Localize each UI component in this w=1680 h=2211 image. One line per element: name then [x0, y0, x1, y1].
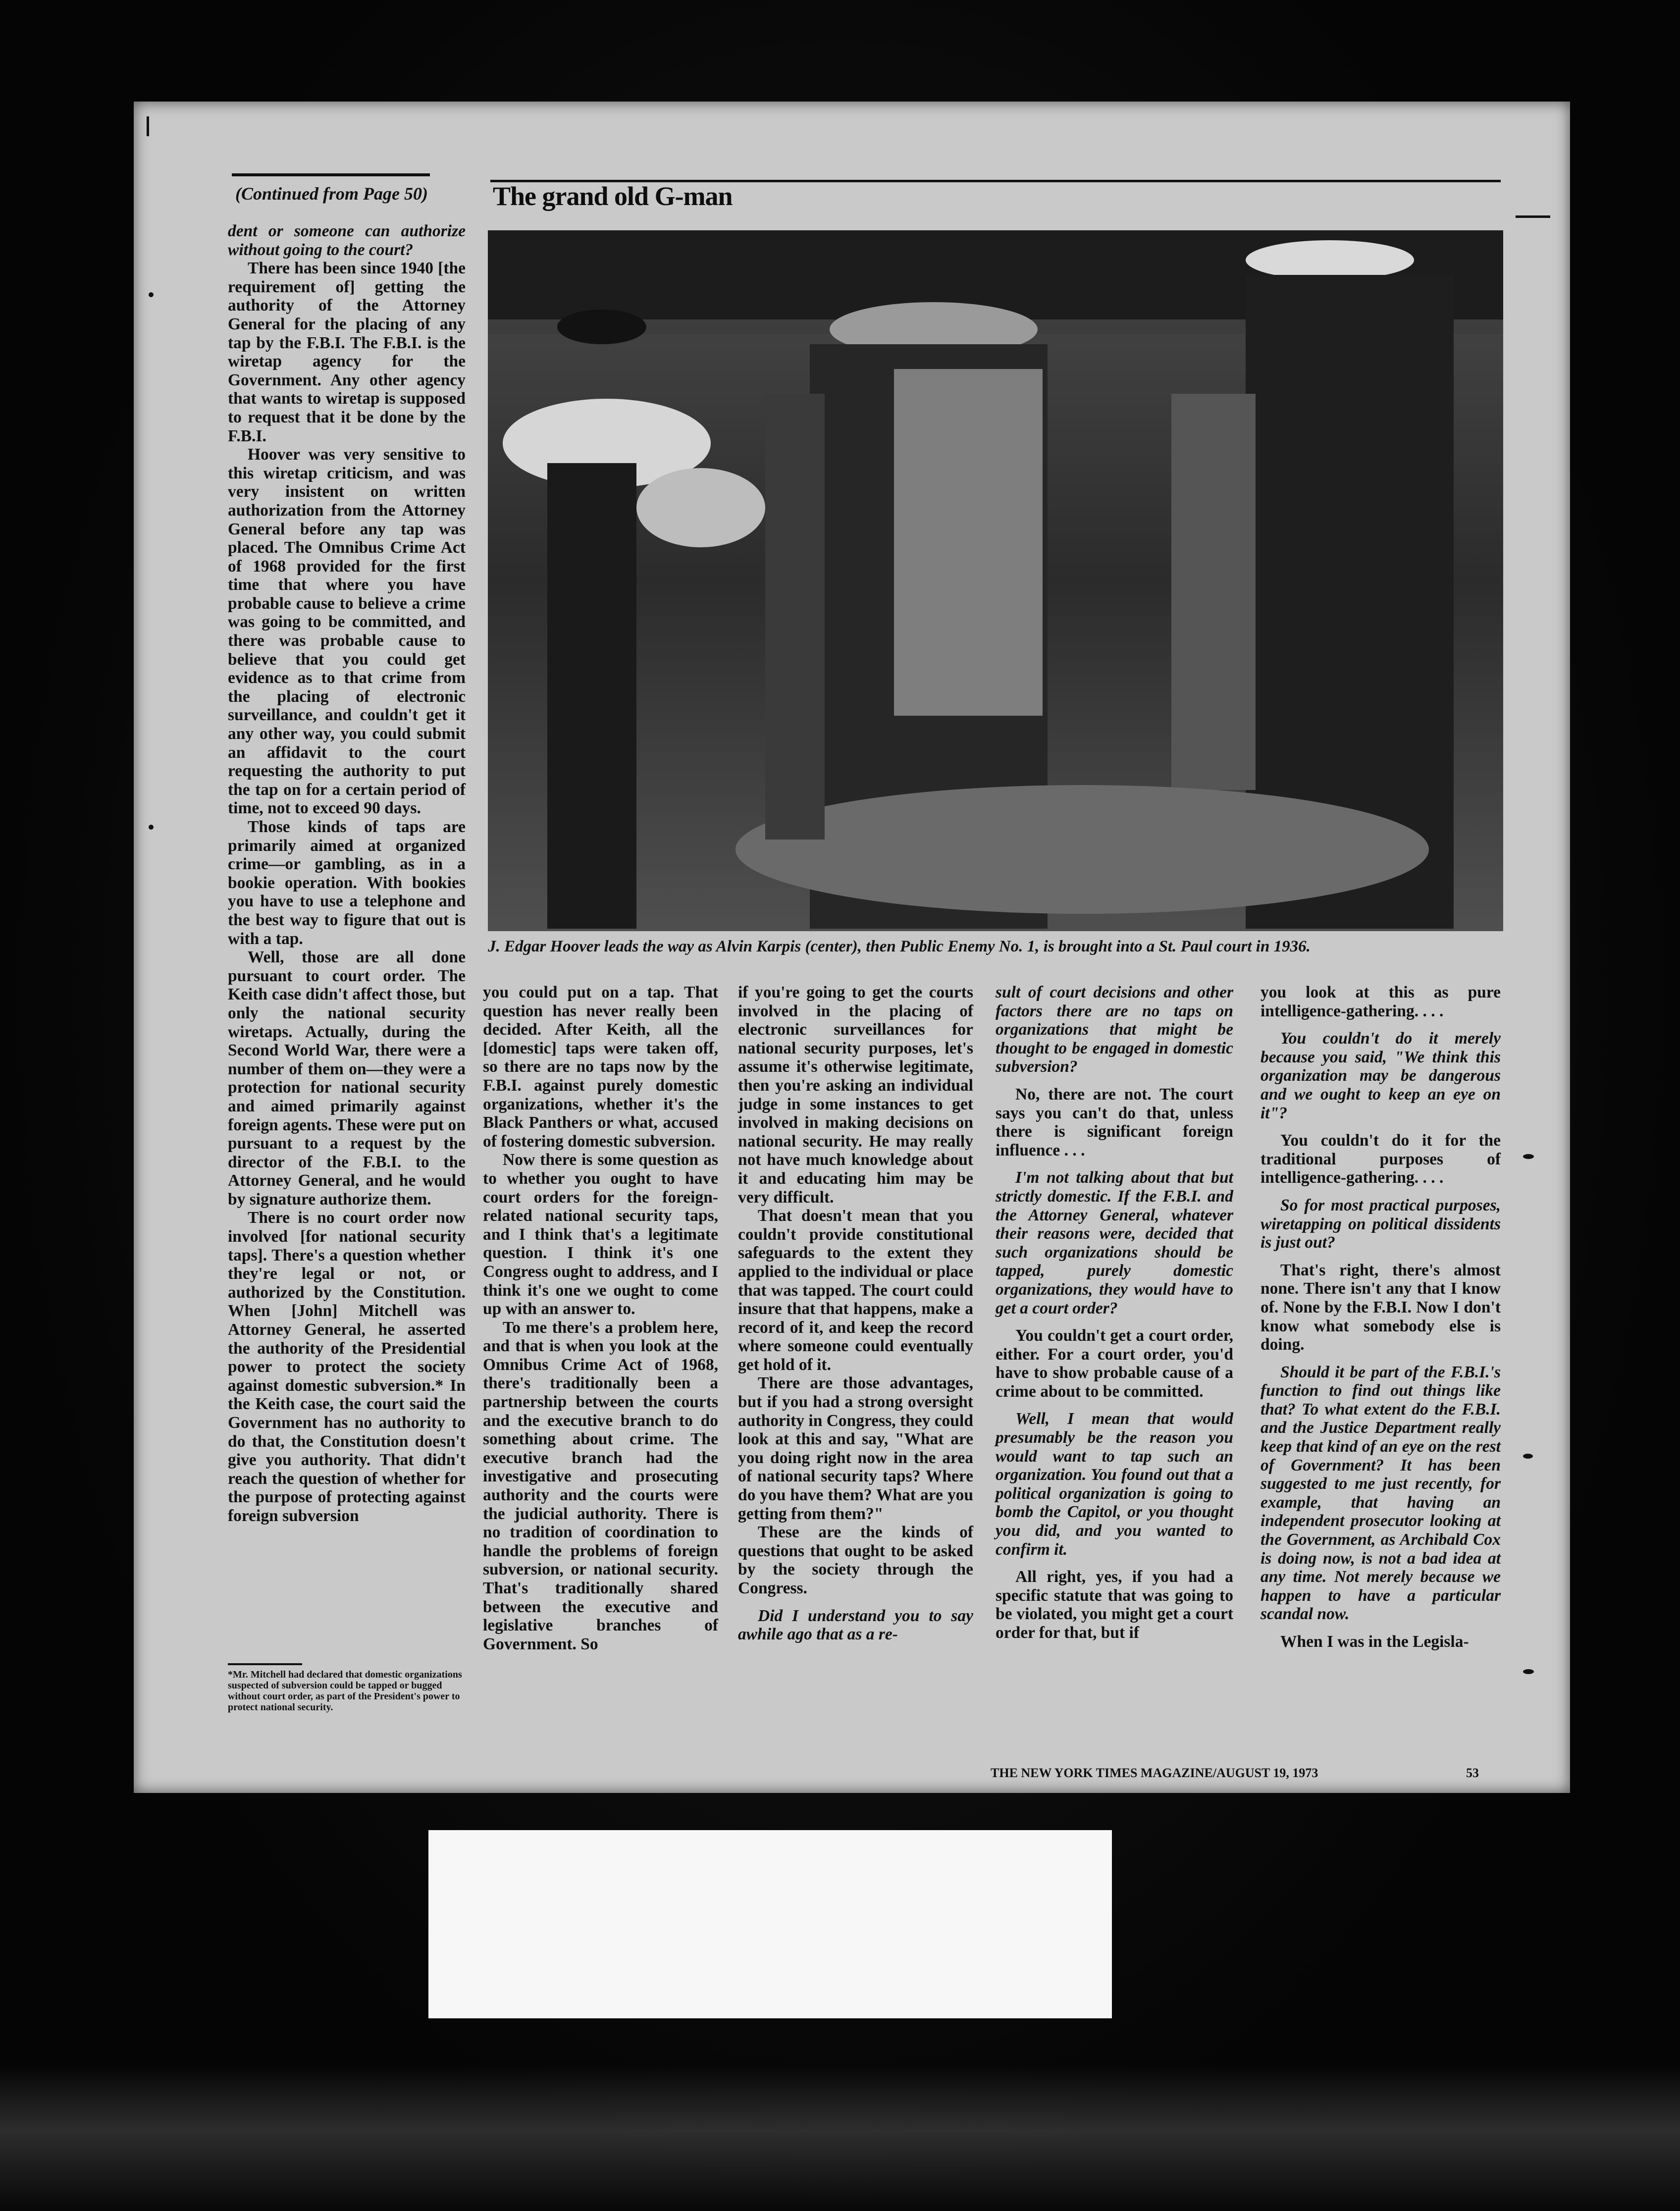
paragraph: you look at this as pure intelligence-gathering. . . . [1260, 983, 1501, 1020]
headline: The grand old G-man [493, 181, 733, 211]
scan-edge [0, 2065, 1680, 2211]
paragraph: You couldn't get a court order, either. For a court order, you'd have to show probable cause of a crime about to be committed. [996, 1326, 1233, 1401]
paragraph: Well, I mean that would presumably be the reason you would want to tap such an organization. You found out that a political organization is going to bomb the Capitol, or you thought you did, and you wanted to confirm it. [996, 1410, 1233, 1559]
page-footer [991, 1766, 1486, 1781]
paragraph: Should it be part of the F.B.I.'s function to find out things like that? To what extent do the F.B.I. and the Justice Department really keep that kind of an eye on the rest of Government? It has been suggested to me just recently, for example, that having an independent prosecutor looking at the Government, as Archibald Cox is doing now, is not a bad idea at any time. Not merely because we happen to have a particular scandal now. [1260, 1363, 1501, 1624]
article-column-3 [738, 983, 973, 1644]
paragraph: That's right, there's almost none. There isn't any that I know of. None by the F.B.I. Now I don't know what somebody else is doing. [1260, 1261, 1501, 1354]
continued-note: (Continued from Page 50) [235, 184, 428, 204]
paragraph: To me there's a problem here, and that is when you look at the Omnibus Crime Act of 1968, there's traditionally been a partnership between the courts and the executive branch to do something about crime. The executive branch had the investigative and prosecuting authority and the courts were the judicial authority. There is no tradition of coordination to handle the problems of foreign subversion, or national security. That's traditionally shared between the executive and legislative branches of Government. So [483, 1318, 718, 1653]
paragraph: There has been since 1940 [the requirement of] getting the authority of the Attorney General for the placing of any tap by the F.B.I. The F.B.I. is the wiretap agency for the Government. Any other agency that wants to wiretap is supposed to request that it be done by the F.B.I. [228, 259, 466, 445]
paragraph: I'm not talking about that but strictly domestic. If the F.B.I. and the Attorney General, whatever their reasons were, decided that such organizations should be tapped, purely domestic organizations, they would have to get a court order? [996, 1168, 1233, 1317]
paragraph: You couldn't do it for the traditional purposes of intelligence-gathering. . . . [1260, 1131, 1501, 1187]
paragraph: There are those advantages, but if you had a strong oversight authority in Congress, they could look at this and say, "What are you doing right now in the area of national security taps? Where do you have them? What are you getting from them?" [738, 1374, 973, 1523]
paragraph: All right, yes, if you had a specific statute that was going to be violated, you might get a court order for that, but if [996, 1568, 1233, 1642]
column-rule [232, 173, 430, 176]
paragraph: Now there is some question as to whether you ought to have court orders for the foreign-related national security taps, and I think that's a legitimate question. I think it's one Congress ought to address, and I think it's one we ought to come up with an answer to. [483, 1151, 718, 1318]
scan-mark [149, 825, 154, 830]
paragraph: That doesn't mean that you couldn't provide constitutional safeguards to the extent they applied to the individual or place that was tapped. The court could insure that that happens, make a record of it, and keep the record where someone could eventually get hold of it. [738, 1207, 973, 1374]
paragraph: Well, those are all done pursuant to court order. The Keith case didn't affect those, but only the national security wiretaps. Actually, during the Second World War, there were a number of them on—they were a protection for national security and aimed primarily against foreign agents. These were put on pursuant to a request by the director of the F.B.I. to the Attorney General, and he would by signature authorize them. [228, 948, 466, 1209]
footnote: *Mr. Mitchell had declared that domestic organizations suspected of subversion could be tapped or bugged without court order, as part of the President's power to protect national security. [228, 1669, 462, 1713]
paragraph: When I was in the Legisla- [1280, 1632, 1469, 1651]
paragraph: There is no court order now involved [for national security taps]. There's a question whether they're legal or not, or authorized by the Constitution. When [John] Mitchell was Attorney General, he asserted the authority of the Presidential power to protect the society against domestic subversion.* In the Keith case, the court said the Government has no authority to do that, the Constitution doesn't give you authority. That didn't reach the question of whether for the purpose of protecting against foreign subversion [228, 1209, 466, 1525]
paragraph: Those kinds of taps are primarily aimed at organized crime—or gambling, as in a bookie operation. With bookies you have to use a telephone and the best way to figure that out is with a tap. [228, 818, 466, 948]
photo-illustration [488, 230, 1503, 931]
scan-mark [1523, 1154, 1534, 1159]
scan-mark [1516, 215, 1550, 218]
article-column-1 [228, 213, 466, 1526]
article-column-5 [1260, 983, 1501, 1651]
photo-caption: J. Edgar Hoover leads the way as Alvin Karpis (center), then Public Enemy No. 1, is brought into a St. Paul court in 1936. [488, 938, 1311, 955]
article-column-2 [483, 983, 718, 1653]
paragraph: No, there are not. The court says you can't do that, unless there is significant foreign influence . . . [996, 1085, 1233, 1159]
article-column-4 [996, 983, 1233, 1642]
paragraph: So for most practical purposes, wiretapping on political dissidents is just out? [1260, 1196, 1501, 1252]
footnote-rule [228, 1663, 302, 1665]
scan-mark [149, 292, 154, 297]
scan-mark [1523, 1669, 1534, 1674]
scan-mark [147, 116, 149, 136]
paragraph: sult of court decisions and other factors there are no taps on organizations that might be thought to be engaged in domestic subversion? [996, 983, 1233, 1076]
paragraph: Hoover was very sensitive to this wiretap criticism, and was very insistent on written authorization from the Attorney General before any tap was placed. The Omnibus Crime Act of 1968 provided for the first time that where you have probable cause to believe a crime was going to be committed, and there was probable cause to believe that you could get evidence as to that crime from the placing of electronic surveillance, and couldn't get it any other way, you could submit an affidavit to the court requesting the authority to put the tap on for a certain period of time, not to exceed 90 days. [228, 445, 466, 818]
paragraph: These are the kinds of questions that ought to be asked by the society through the Congress. [738, 1523, 973, 1597]
scan-mark [1523, 1454, 1533, 1459]
news-photo [488, 230, 1503, 931]
paragraph: You couldn't do it merely because you said, "We think this organization may be dangerous and we ought to keep an eye on it"? [1260, 1029, 1501, 1122]
paragraph: you could put on a tap. That question has never really been decided. After Keith, all the [domestic] taps were taken off, so there are no taps now by the F.B.I. against purely domestic organizations, whether it's the Black Panthers or what, accused of fostering domestic subversion. [483, 983, 718, 1151]
paragraph: Did I understand you to say awhile ago that as a re- [738, 1606, 973, 1644]
paper-slip [428, 1830, 1112, 2018]
paragraph: dent or someone can authorize without going to the court? [228, 222, 466, 259]
page-number: 53 [1466, 1766, 1479, 1780]
publication-line: THE NEW YORK TIMES MAGAZINE/AUGUST 19, 1973 [991, 1766, 1318, 1780]
paragraph: if you're going to get the courts involved in the placing of electronic surveillances for national security purposes, let's assume it's otherwise legitimate, then you're asking an individual judge in some instances to get involved in making decisions on national security. He may really not have much knowledge about it and educating him may be very difficult. [738, 983, 973, 1207]
